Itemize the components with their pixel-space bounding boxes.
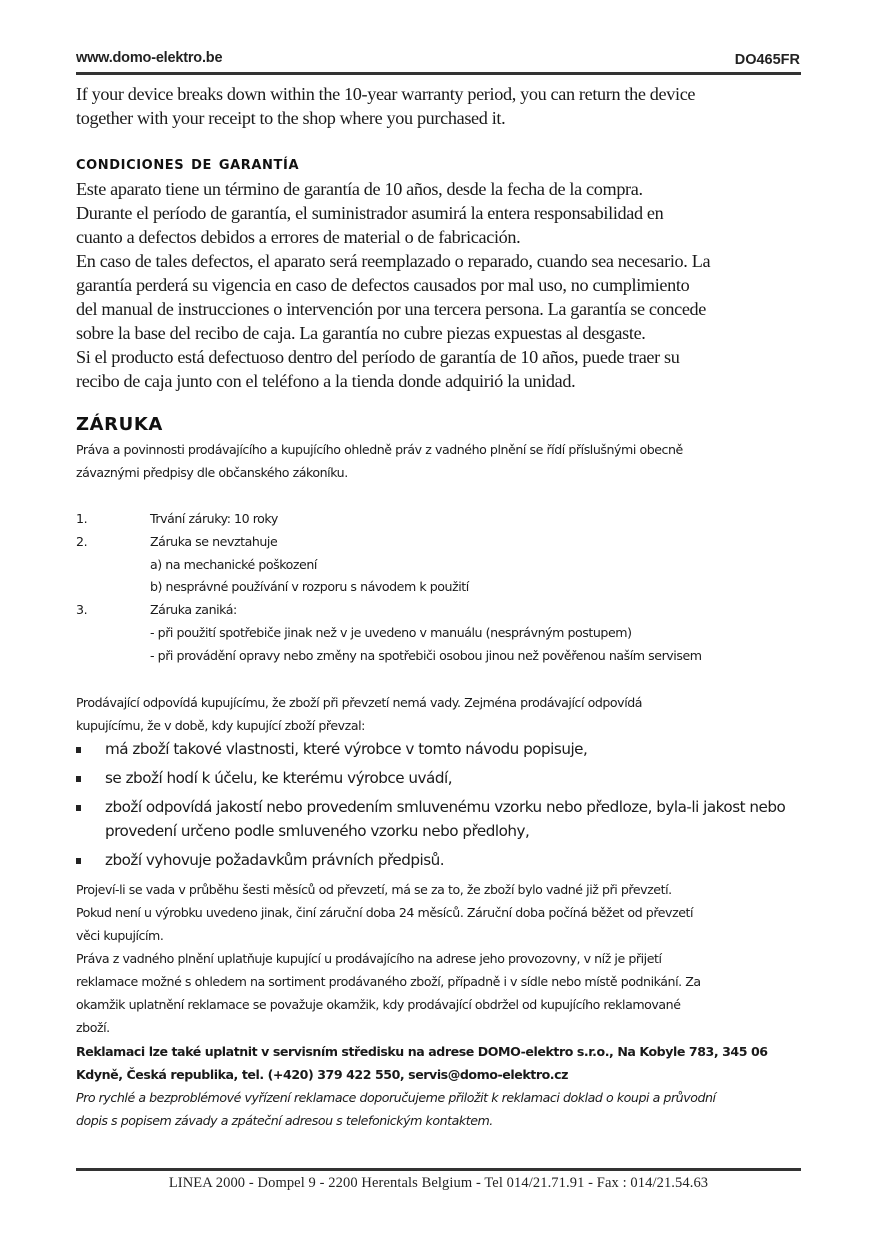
text-line: recibo de caja junto con el teléfono a la tienda donde adquirió la unidad. xyxy=(76,371,576,391)
text-line: Si el producto está defectuoso dentro del período de garantía de 10 años, puede traer su xyxy=(76,347,680,367)
claim-tip-text xyxy=(76,1086,806,1132)
text-line: Prodávající odpovídá kupujícímu, že zboží při převzetí nemá vady. Zejména prodávající odpovídá xyxy=(76,695,643,710)
list-item xyxy=(76,622,806,645)
text-line: Projeví-li se vada v průběhu šesti měsíců od převzetí, má se za to, že zboží bylo vadné již při převzetí. xyxy=(76,882,672,897)
list-text: a) na mechanické poškození xyxy=(150,556,317,572)
list-item xyxy=(76,645,806,668)
text-line: zboží. xyxy=(76,1020,110,1035)
czech-warranty-heading: ZÁRUKA xyxy=(76,414,163,435)
bullet-square-icon xyxy=(76,747,81,753)
text-line: together with your receipt to the shop where you purchased it. xyxy=(76,108,506,128)
text-line: okamžik uplatnění reklamace se považuje okamžik, kdy prodávající obdržel od kupujícího reklamované xyxy=(76,997,681,1012)
list-number: 1. xyxy=(76,511,88,526)
list-text: b) nesprávné používání v rozporu s návodem k použití xyxy=(150,579,469,595)
page-header xyxy=(76,50,800,72)
text-line: dopis s popisem závady a zpáteční adresou s telefonickým kontaktem. xyxy=(76,1113,493,1128)
list-item xyxy=(76,508,806,531)
bullet-square-icon xyxy=(76,805,81,811)
text-line: sobre la base del recibo de caja. La garantía no cubre piezas expuestas al desgaste. xyxy=(76,323,646,343)
footer-divider xyxy=(76,1168,801,1171)
model-number: DO465FR xyxy=(734,52,800,68)
text-line: kupujícímu, že v době, kdy kupující zboží převzal: xyxy=(76,718,365,733)
list-text: - při provádění opravy nebo změny na spotřebiči osobou jinou než pověřenou naším servisem xyxy=(150,647,702,663)
bullet-item xyxy=(76,795,806,843)
spanish-warranty-text xyxy=(76,177,806,393)
bullet-item xyxy=(76,848,806,872)
bullet-item xyxy=(76,766,806,790)
list-text: Záruka zaniká: xyxy=(150,602,237,618)
text-line: Pokud není u výrobku uvedeno jinak, činí záruční doba 24 měsíců. Záruční doba počíná běžet od převzetí xyxy=(76,905,694,920)
header-divider xyxy=(76,72,801,75)
text-line: Práva z vadného plnění uplatňuje kupující u prodávajícího na adrese jeho provozovny, v níž je přijetí xyxy=(76,951,662,966)
bullet-text: se zboží hodí k účelu, ke kterému výrobce uvádí, xyxy=(105,769,453,787)
text-line: Pro rychlé a bezproblémové vyřízení reklamace doporučujeme přiložit k reklamaci doklad o koupi a průvodní xyxy=(76,1090,716,1105)
text-line: závaznými předpisy dle občanského zákoníku. xyxy=(76,465,348,480)
text-line: garantía perderá su vigencia en caso de defectos causados por mal uso, no cumplimiento xyxy=(76,275,690,295)
english-warranty-text xyxy=(76,82,806,130)
list-text: - při použití spotřebiče jinak než v je uvedeno v manuálu (nesprávným postupem) xyxy=(150,624,632,640)
footer-address: LINEA 2000 - Dompel 9 - 2200 Herentals Belgium - Tel 014/21.71.91 - Fax : 014/21.54.63 xyxy=(168,1175,709,1191)
seller-guarantees-list xyxy=(76,737,806,872)
list-item xyxy=(76,554,806,577)
czech-intro-text xyxy=(76,438,806,484)
text-line: Reklamaci lze také uplatnit v servisním středisku na adrese DOMO-elektro s.r.o., Na Kobyle 783, 345 06 xyxy=(76,1044,768,1059)
bullet-item xyxy=(76,737,806,761)
bullet-text: zboží vyhovuje požadavkům právních předpisů. xyxy=(105,851,445,869)
list-item xyxy=(76,576,806,599)
text-line: del manual de instrucciones o intervención por una tercera persona. La garantía se concede xyxy=(76,299,707,319)
text-line: cuanto a defectos debidos a errores de material o de fabricación. xyxy=(76,227,521,247)
list-text: Trvání záruky: 10 roky xyxy=(150,511,278,526)
spanish-warranty-heading: condiciones de garantía xyxy=(76,153,300,174)
defect-period-text xyxy=(76,878,806,947)
text-line: Kdyně, Česká republika, tel. (+420) 379 422 550, servis@domo-elektro.cz xyxy=(76,1067,569,1082)
bullet-text: má zboží takové vlastnosti, které výrobce v tomto návodu popisuje, xyxy=(105,740,588,758)
text-line: En caso de tales defectos, el aparato será reemplazado o reparado, cuando sea necesario. La xyxy=(76,251,711,271)
text-line: If your device breaks down within the 10-year warranty period, you can return the device xyxy=(76,84,696,104)
website-link[interactable]: www.domo-elektro.be xyxy=(76,50,223,66)
text-line: Durante el período de garantía, el suministrador asumirá la entera responsabilidad en xyxy=(76,203,664,223)
service-center-text xyxy=(76,1040,806,1086)
list-text: Záruka se nevztahuje xyxy=(150,533,278,549)
bullet-square-icon xyxy=(76,776,81,782)
bullet-square-icon xyxy=(76,858,81,864)
list-item xyxy=(76,531,806,554)
warranty-terms-list xyxy=(76,508,806,668)
text-line: Este aparato tiene un término de garantía de 10 años, desde la fecha de la compra. xyxy=(76,179,643,199)
bullet-text: zboží odpovídá jakostí nebo provedením smluvenému vzorku nebo předloze, byla-li jakost nebo provedení určeno podle smluveného vzorku nebo předlohy, xyxy=(105,798,786,840)
list-number: 3. xyxy=(76,602,88,618)
list-number: 2. xyxy=(76,533,88,549)
seller-liability-text xyxy=(76,691,806,737)
text-line: Práva a povinnosti prodávajícího a kupujícího ohledně práv z vadného plnění se řídí příslušnými obecně xyxy=(76,442,683,457)
list-item xyxy=(76,599,806,622)
claims-text xyxy=(76,947,806,1039)
text-line: věci kupujícím. xyxy=(76,928,164,943)
text-line: reklamace možné s ohledem na sortiment prodávaného zboží, případně i v sídle nebo místě podnikání. Za xyxy=(76,974,701,989)
